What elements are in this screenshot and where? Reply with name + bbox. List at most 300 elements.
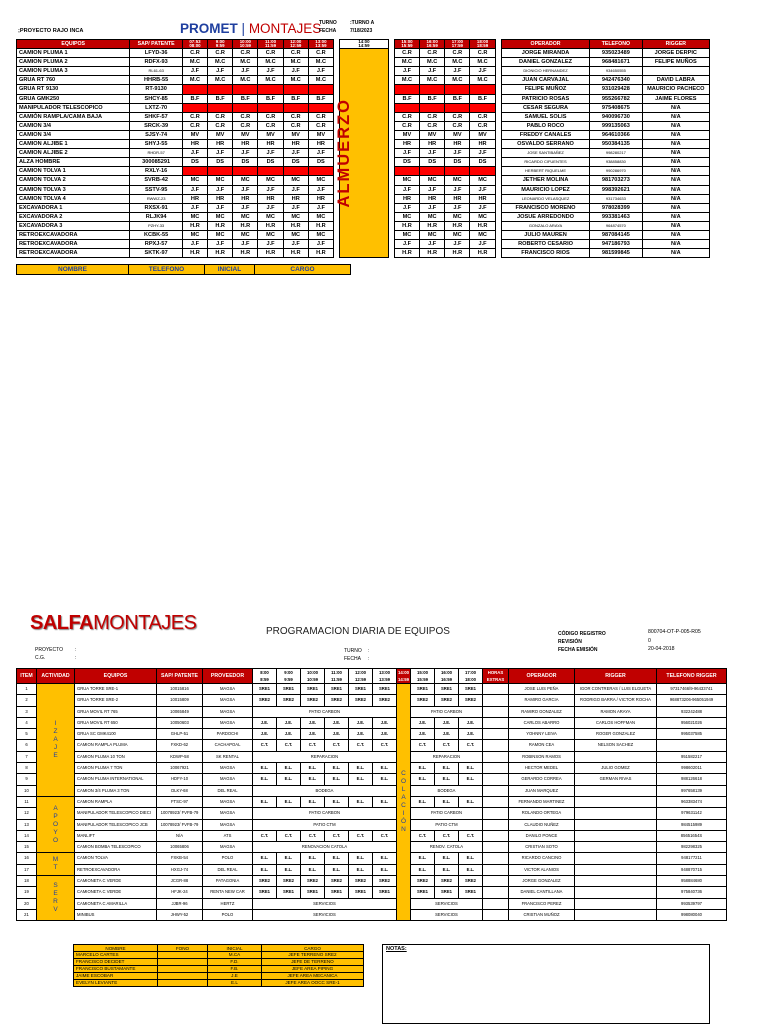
schedule-cell: M.C	[394, 76, 419, 85]
schedule-cell: J.E.	[349, 717, 373, 728]
operator-name: PATRICIO ROSAS	[501, 94, 589, 103]
schedule-cell: H.R	[394, 221, 419, 230]
schedule-cell: E.L.	[435, 853, 459, 864]
equipment-name: GRUA RT 9130	[17, 85, 130, 94]
proveedor: MAGSA	[203, 819, 253, 830]
schedule-cell: MC	[445, 176, 470, 185]
turno2-value: :	[368, 648, 370, 654]
col-time: 12:00 12:59	[349, 669, 373, 684]
horas-extras-cell	[483, 876, 509, 887]
schedule-cell: SRE1	[411, 684, 435, 695]
sap-patente: 10065849	[157, 706, 203, 717]
col-time: 16:00 16:59	[435, 669, 459, 684]
sap-patente: RXLY-16	[130, 167, 182, 176]
person-name: JAIME ESCOBAR	[74, 973, 158, 980]
person-role: JEFE DE TERRENO	[262, 959, 364, 966]
schedule-cell: J.F	[258, 185, 283, 194]
rigger-phone: 932242488	[657, 706, 727, 717]
colacion-block	[397, 684, 411, 921]
sap-patente: SHYJ-55	[130, 140, 182, 149]
operator-name: JETHER MOLINA	[501, 176, 589, 185]
schedule-cell: SRE2	[325, 876, 349, 887]
schedule-cell: SRE2	[411, 695, 435, 706]
schedule-cell: J.F	[233, 203, 258, 212]
schedule-cell: C.R	[394, 112, 419, 121]
rigger-phone: 975840736	[657, 887, 727, 898]
horas-extras-cell	[483, 751, 509, 762]
rigger-name: N/A	[642, 203, 709, 212]
schedule-cell: J.F	[308, 185, 333, 194]
col-time: 13:00 13:59	[373, 669, 397, 684]
schedule-cell: H.R	[470, 221, 495, 230]
schedule-cell: J.E.	[459, 717, 483, 728]
proveedor: SK RENTAL	[203, 751, 253, 762]
phone-number: 998392621	[590, 185, 642, 194]
table-row	[17, 898, 727, 909]
phone-number: 938858830	[590, 158, 642, 167]
schedule-cell: DS	[258, 158, 283, 167]
legend-row	[74, 959, 364, 966]
horas-extras-cell	[483, 774, 509, 785]
logo-text-b: MONTAJES	[248, 21, 322, 36]
rigger-name: MAURICIO PACHECO	[642, 85, 709, 94]
table-row	[17, 763, 727, 774]
operator-name: ROBERTO CESARIO	[501, 240, 589, 249]
item-number: 1	[17, 684, 37, 695]
col-proveedor: PROVEEDOR	[203, 669, 253, 684]
schedule-cell: J.E.	[459, 729, 483, 740]
schedule-cell: MC	[258, 230, 283, 239]
assignment-span: SERVICIOS	[253, 898, 397, 909]
proveedor: MAGSA	[203, 763, 253, 774]
phone-number: 940096730	[590, 112, 642, 121]
rigger-name: N/A	[642, 103, 709, 112]
rigger-name: N/A	[642, 212, 709, 221]
colacion-label: COLACIÓN	[400, 770, 407, 835]
schedule-cell: B.F	[233, 94, 258, 103]
rigger-name	[575, 876, 657, 887]
phone-number: 964874570	[590, 221, 642, 230]
proveedor: HERTZ	[203, 898, 253, 909]
schedule-cell: SRE1	[459, 684, 483, 695]
schedule-cell: J.F	[394, 67, 419, 76]
col-time: 11:00 11:59	[325, 669, 349, 684]
schedule-cell: HR	[208, 140, 233, 149]
activity-group	[37, 684, 75, 797]
sap-patente: 10067921	[157, 763, 203, 774]
horas-extras-cell	[483, 706, 509, 717]
table-row	[17, 785, 727, 796]
sap-patente: 10078923/ FVFB-79	[157, 808, 203, 819]
schedule-cell: H.R	[182, 249, 207, 258]
col-equipos: EQUIPOS	[17, 40, 130, 49]
schedule-cell: SRE2	[373, 695, 397, 706]
schedule-cell: MC	[445, 230, 470, 239]
schedule-cell	[420, 85, 445, 94]
proveedor: DEL REAL	[203, 785, 253, 796]
equipment-name: EXCAVADORA 2	[17, 212, 130, 221]
equipment-name: GRUA MOVIL RT 650	[75, 717, 157, 728]
sap-patente: HHRB-55	[130, 76, 182, 85]
schedule-cell: MV	[470, 130, 495, 139]
schedule-cell: HR	[182, 140, 207, 149]
proveedor: MAGSA	[203, 774, 253, 785]
schedule-cell: C.T.	[435, 830, 459, 841]
person-phone	[158, 973, 208, 980]
assignment-span: BODEGA	[411, 785, 483, 796]
schedule-cell: MC	[394, 176, 419, 185]
schedule-cell: SRE2	[301, 876, 325, 887]
schedule-cell: E.L.	[373, 864, 397, 875]
assignment-span: PATIO CTM	[411, 819, 483, 830]
schedule-cell: J.E.	[253, 729, 277, 740]
table-row	[17, 876, 727, 887]
schedule-cell: J.F	[445, 149, 470, 158]
horas-extras-cell	[483, 864, 509, 875]
phone-number: 993381463	[590, 212, 642, 221]
schedule-cell: J.E.	[435, 717, 459, 728]
turno-label: TURNO	[319, 20, 337, 26]
schedule-cell: J.F	[470, 149, 495, 158]
schedule-cell	[445, 103, 470, 112]
operator-name: DANILO PONCE	[509, 830, 575, 841]
proveedor: MAGSA	[203, 684, 253, 695]
schedule-cell: HR	[394, 140, 419, 149]
operator-name: DIONICIO HERNANDEZ	[501, 67, 589, 76]
schedule-cell: J.F	[182, 67, 207, 76]
rigger-name: N/A	[642, 121, 709, 130]
equipment-name: CAMION 3/4	[17, 130, 130, 139]
schedule-cell: MV	[182, 130, 207, 139]
phone-number: 990286970	[590, 167, 642, 176]
table-row	[17, 706, 727, 717]
schedule-cell: C.R	[420, 49, 445, 58]
schedule-cell: C.R	[208, 121, 233, 130]
schedule-cell: MV	[445, 130, 470, 139]
rigger-phone: 997658139	[657, 785, 727, 796]
col-sap: SAP/ PATENTE	[157, 669, 203, 684]
item-number: 16	[17, 853, 37, 864]
table-row	[17, 684, 727, 695]
schedule-cell: MV	[233, 130, 258, 139]
schedule-cell: E.L.	[349, 796, 373, 807]
sap-patente: RXSX-91	[130, 203, 182, 212]
schedule-cell: SRE2	[435, 876, 459, 887]
operator-name: RICARDO CANCINO	[509, 853, 575, 864]
sap-patente: SRCK-39	[130, 121, 182, 130]
sap-patente: HXGJ-74	[157, 864, 203, 875]
schedule-cell	[470, 103, 495, 112]
schedule-cell	[208, 85, 233, 94]
schedule-cell: E.L.	[349, 864, 373, 875]
schedule-cell: C.R	[470, 121, 495, 130]
activity-group	[37, 853, 75, 876]
schedule-cell: J.E.	[373, 717, 397, 728]
rigger-name: ROGER GONZALEZ	[575, 729, 657, 740]
equipment-name: CAMION ALJIBE 2	[17, 149, 130, 158]
schedule-cell: M.C	[233, 76, 258, 85]
assignment-span: RENOV. CATOLA	[411, 842, 483, 853]
person-initials: F.D.	[208, 959, 262, 966]
equipment-name: GRUA MOVIL RT 765	[75, 706, 157, 717]
sap-patente: 10050603	[157, 717, 203, 728]
schedule-cell	[233, 85, 258, 94]
operator-name: RAMON CEA	[509, 740, 575, 751]
sap-patente: 10015809	[157, 695, 203, 706]
schedule-cell: J.F	[394, 203, 419, 212]
fecha-value: 7/18/2023	[350, 28, 373, 34]
schedule-cell: SRE2	[411, 876, 435, 887]
schedule-cell: J.F	[420, 203, 445, 212]
schedule-cell: SRE1	[325, 684, 349, 695]
legend-row	[74, 952, 364, 959]
schedule-cell: E.L.	[277, 853, 301, 864]
schedule-cell: C.T.	[459, 740, 483, 751]
col-time: 13:00 13:59	[308, 40, 333, 49]
schedule-cell: DS	[470, 158, 495, 167]
schedule-cell: E.L.	[301, 796, 325, 807]
equipment-name: RETROEXCAVADORA	[17, 240, 130, 249]
item-number: 2	[17, 695, 37, 706]
schedule-cell	[233, 167, 258, 176]
col-time: 12:00 12:59	[283, 40, 308, 49]
operator-name: GONZALO ARAYA	[501, 221, 589, 230]
sap-patente: PZHY-33	[130, 221, 182, 230]
schedule-cell: MC	[470, 212, 495, 221]
schedule-cell: MC	[233, 230, 258, 239]
notes-label: NOTAS:	[386, 946, 407, 952]
logo-text-a: PROMET	[180, 21, 238, 36]
rigger-name: DAVID LABRA	[642, 76, 709, 85]
legend-row	[74, 973, 364, 980]
schedule-cell: M.C	[470, 58, 495, 67]
sap-patente: KCBK-55	[130, 230, 182, 239]
horas-extras-cell	[483, 808, 509, 819]
assignment-span: SERVICIOS	[411, 898, 483, 909]
schedule-cell: J.E.	[435, 729, 459, 740]
operator-name: CARLOS ABARRO	[509, 717, 575, 728]
table-row	[17, 887, 727, 898]
table-row	[17, 808, 727, 819]
sap-patente: SKTK-97	[130, 249, 182, 258]
schedule-cell: E.L.	[459, 774, 483, 785]
fecha-label: FECHA	[319, 28, 337, 34]
schedule-cell: DS	[445, 158, 470, 167]
schedule-cell: SRE1	[301, 887, 325, 898]
sap-patente: SSTV-95	[130, 185, 182, 194]
schedule-cell: J.E.	[411, 717, 435, 728]
salfa-logo	[30, 612, 196, 635]
schedule-cell: MC	[308, 212, 333, 221]
schedule-cell: C.T.	[325, 830, 349, 841]
schedule-cell: SRE1	[349, 887, 373, 898]
schedule-cell: J.F	[208, 240, 233, 249]
operator-name: JORGE GONZALEZ	[509, 876, 575, 887]
rigger-name	[575, 751, 657, 762]
item-number: 10	[17, 785, 37, 796]
schedule-cell: E.L.	[301, 763, 325, 774]
operator-name: CLAUDIO NUÑEZ	[509, 819, 575, 830]
operator-name: JORGE MIRANDA	[501, 49, 589, 58]
assignment-span: REPARACION	[253, 751, 397, 762]
schedule-cell: MC	[283, 230, 308, 239]
project-label: ;PROYECTO RAJO INCA	[18, 28, 84, 34]
item-number: 20	[17, 898, 37, 909]
schedule-cell: SRE2	[277, 876, 301, 887]
schedule-cell: B.F	[394, 94, 419, 103]
turno2-label: TURNO	[344, 648, 362, 654]
person-name: EVELYN LEVIANTE	[74, 980, 158, 987]
schedule-cell: J.F	[308, 203, 333, 212]
schedule-cell: HR	[470, 140, 495, 149]
person-initials: E.L	[208, 980, 262, 987]
schedule-cell: E.L.	[411, 763, 435, 774]
proveedor: ATS	[203, 830, 253, 841]
schedule-cell: M.C	[445, 58, 470, 67]
person-phone	[158, 952, 208, 959]
schedule-cell: J.E.	[373, 729, 397, 740]
proveedor: MAGSA	[203, 706, 253, 717]
table-row	[17, 909, 727, 920]
schedule-cell: MC	[182, 230, 207, 239]
operator-name: MAURICIO LOPEZ	[501, 185, 589, 194]
rigger-name: N/A	[642, 112, 709, 121]
equipment-name: RETROEXCAVADORA	[75, 864, 157, 875]
schedule-cell: H.R	[283, 221, 308, 230]
schedule-cell: HR	[308, 194, 333, 203]
phone-number: 998280217	[590, 149, 642, 158]
schedule-cell: C.R	[258, 49, 283, 58]
schedule-cell: E.L.	[325, 774, 349, 785]
assignment-span: PATIO CARBON	[253, 706, 397, 717]
equipment-schedule-table	[16, 39, 710, 258]
schedule-cell: DS	[182, 158, 207, 167]
rigger-name: GERMAN RIVAS	[575, 774, 657, 785]
schedule-cell: H.R	[233, 249, 258, 258]
schedule-cell: J.F	[445, 203, 470, 212]
schedule-cell: C.T.	[277, 740, 301, 751]
schedule-cell: MC	[208, 230, 233, 239]
operator-name: RAMIRO GARCIA	[509, 695, 575, 706]
operator-name: OSVALDO SERRANO	[501, 140, 589, 149]
col-time: 11:00 11:59	[258, 40, 283, 49]
schedule-cell: J.F	[233, 149, 258, 158]
person-name: FRANCISCO DECIDET	[74, 959, 158, 966]
schedule-cell: E.L.	[349, 763, 373, 774]
rigger-name	[575, 808, 657, 819]
schedule-cell: MC	[394, 230, 419, 239]
schedule-cell: H.R	[308, 221, 333, 230]
equipment-name: CAMION PLUMA 10 TON	[75, 751, 157, 762]
schedule-cell: E.L.	[435, 796, 459, 807]
schedule-cell: E.L.	[253, 853, 277, 864]
rigger-phone: 956021026	[657, 717, 727, 728]
schedule-cell: HR	[420, 194, 445, 203]
schedule-cell: C.T.	[301, 740, 325, 751]
schedule-cell: HR	[258, 194, 283, 203]
phone-number: 987084145	[590, 230, 642, 239]
schedule-cell: J.F	[470, 240, 495, 249]
rigger-name: JORGE DERPIC	[642, 49, 709, 58]
daily-equipment-table	[16, 668, 727, 921]
person-name: FRANCISCO BUSTAMANTE	[74, 966, 158, 973]
schedule-cell: SRE1	[435, 684, 459, 695]
col-telefono: TELEFONO	[590, 40, 642, 49]
table-row	[17, 774, 727, 785]
schedule-cell: J.F	[283, 67, 308, 76]
equipment-name: MINIBUS	[75, 909, 157, 920]
schedule-cell: E.L.	[301, 853, 325, 864]
schedule-cell: J.F	[283, 185, 308, 194]
schedule-cell: HR	[445, 194, 470, 203]
item-number: 15	[17, 842, 37, 853]
item-number: 17	[17, 864, 37, 875]
schedule-cell: E.L.	[373, 796, 397, 807]
schedule-cell: J.F	[182, 149, 207, 158]
schedule-cell: C.R	[258, 121, 283, 130]
schedule-cell: DS	[394, 158, 419, 167]
schedule-cell: J.F	[233, 67, 258, 76]
notes-box	[382, 944, 710, 1024]
rigger-phone: 988126618	[657, 774, 727, 785]
equipment-name: GRUA RT 760	[17, 76, 130, 85]
equipment-name: RETROEXCAVADORA	[17, 230, 130, 239]
schedule-cell: M.C	[233, 58, 258, 67]
table-row	[17, 695, 727, 706]
schedule-cell: MC	[233, 212, 258, 221]
schedule-cell: C.R	[308, 121, 333, 130]
phone-number: 999135063	[590, 121, 642, 130]
sap-patente: JHWY-52	[157, 909, 203, 920]
schedule-cell: C.T.	[373, 830, 397, 841]
schedule-cell: H.R	[258, 221, 283, 230]
item-number: 11	[17, 796, 37, 807]
schedule-cell: C.T.	[411, 830, 435, 841]
equipment-name: MANLIFT	[75, 830, 157, 841]
table-row	[17, 729, 727, 740]
proveedor: DEL REAL	[203, 864, 253, 875]
logo-salfa: SALFA	[30, 612, 94, 634]
equipment-name: CAMIONETA C AMARILLA	[75, 898, 157, 909]
col-telefono-rigger: TELEFONO RIGGER	[657, 669, 727, 684]
schedule-cell: J.E.	[325, 717, 349, 728]
horas-extras-cell	[483, 796, 509, 807]
revision-label: REVISIÓN	[558, 639, 582, 645]
phone-number: 975408675	[590, 103, 642, 112]
schedule-cell: MC	[283, 176, 308, 185]
schedule-cell: MV	[394, 130, 419, 139]
col-lunch-time: 14:00 14:59	[340, 40, 388, 49]
phone-number: 942476340	[590, 76, 642, 85]
schedule-cell: C.R	[445, 112, 470, 121]
schedule-cell: J.F	[182, 203, 207, 212]
schedule-cell: H.R	[394, 249, 419, 258]
sap-patente: LFYD-36	[130, 49, 182, 58]
schedule-cell: SRE1	[435, 887, 459, 898]
rigger-name: JAIME FLORES	[642, 94, 709, 103]
schedule-cell: SRE1	[301, 684, 325, 695]
schedule-cell: C.R	[394, 121, 419, 130]
rigger-phone: 979631142	[657, 808, 727, 819]
schedule-cell: J.F	[420, 185, 445, 194]
schedule-cell	[394, 103, 419, 112]
item-number: 18	[17, 876, 37, 887]
item-number: 9	[17, 774, 37, 785]
assignment-span: REPARACION	[411, 751, 483, 762]
schedule-cell: MC	[182, 176, 207, 185]
schedule-cell: SRE1	[253, 684, 277, 695]
sap-patente: 300085291	[130, 158, 182, 167]
